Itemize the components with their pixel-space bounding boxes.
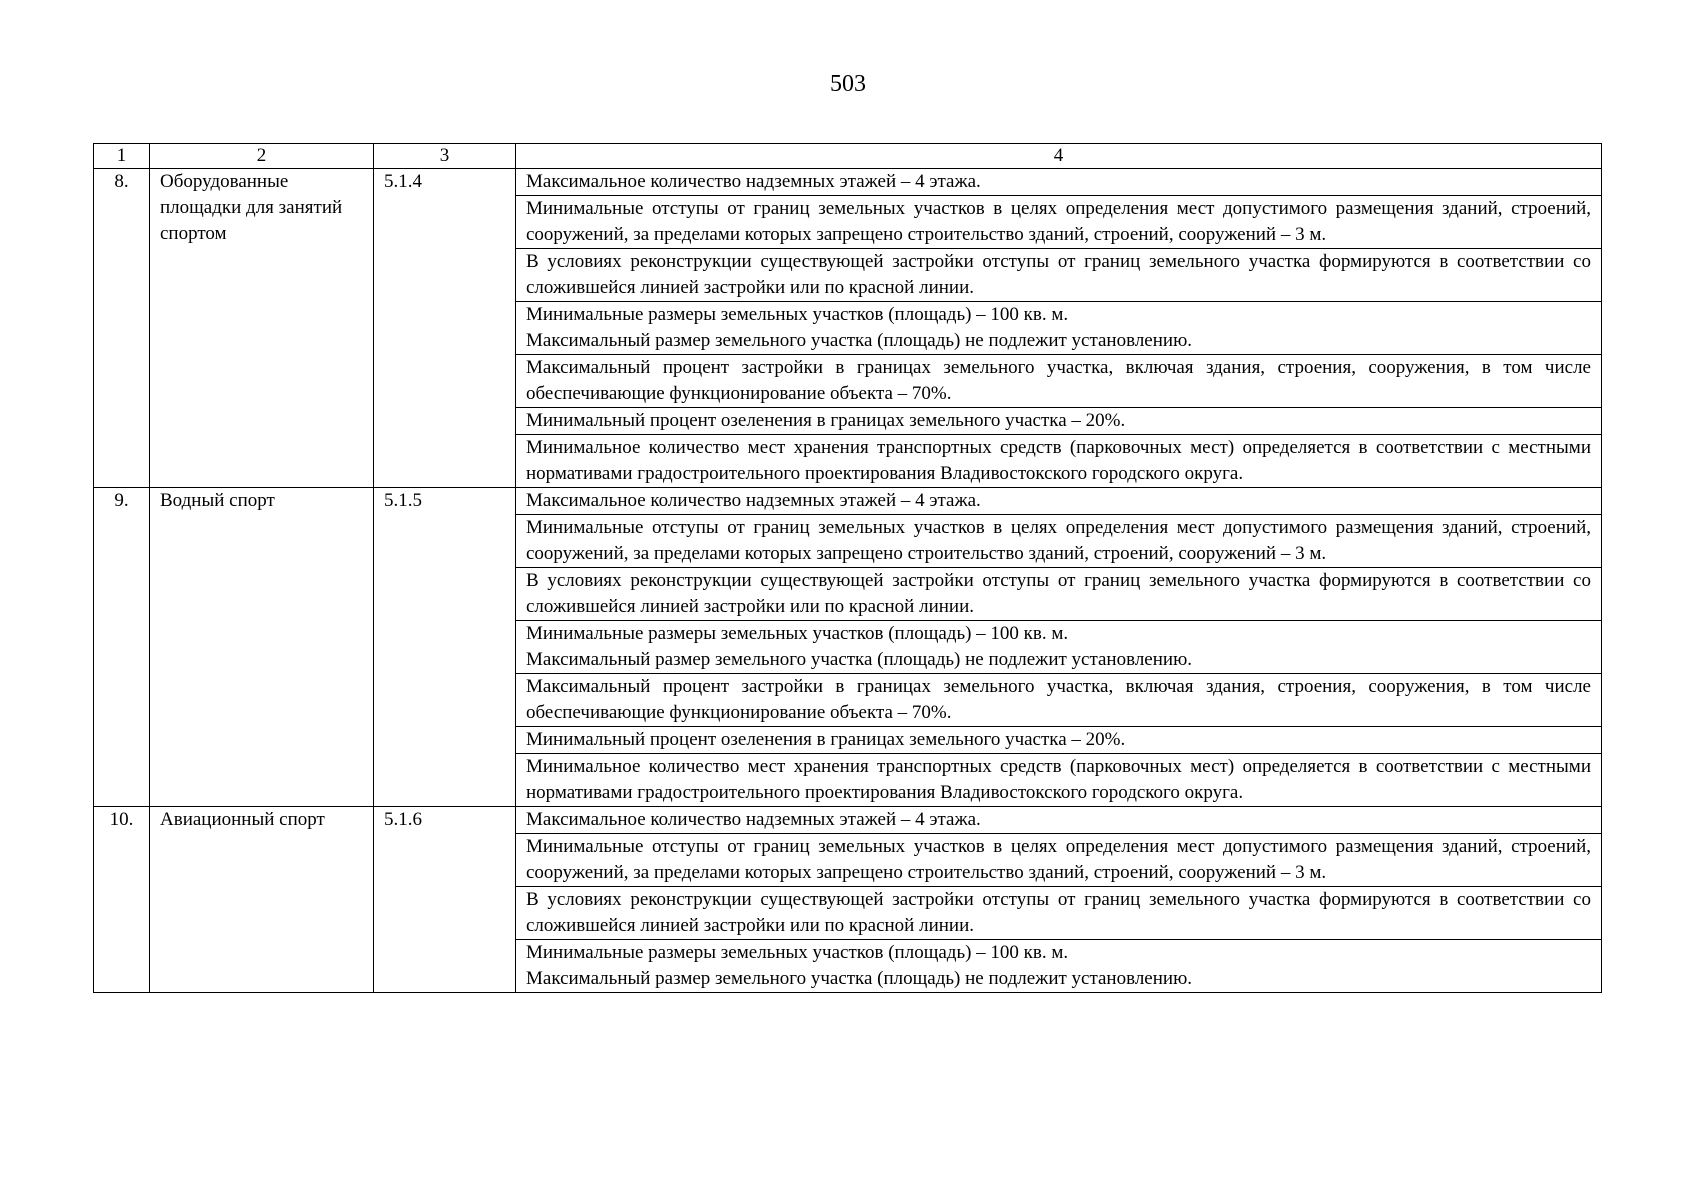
row-number-cell: 10.: [94, 807, 150, 993]
row-number-cell: 8.: [94, 169, 150, 488]
page-number: 503: [830, 71, 866, 97]
regulations-table-body: [94, 144, 1602, 993]
parameter-cell: Минимальный процент озеленения в границах земельного участка – 20%.: [516, 408, 1602, 435]
parameter-cell: Максимальный процент застройки в границах земельного участка, включая здания, строения, сооружения, в том числе обеспечивающие функционирование объекта – 70%.: [516, 355, 1602, 408]
land-use-code-cell: 5.1.6: [374, 807, 516, 993]
header-cell-col2: 2: [150, 144, 374, 169]
header-cell-col4: 4: [516, 144, 1602, 169]
land-use-name-cell: Оборудованные площадки для занятий спортом: [150, 169, 374, 488]
land-use-name-cell: Водный спорт: [150, 488, 374, 807]
header-cell-col1: 1: [94, 144, 150, 169]
parameter-cell: В условиях реконструкции существующей застройки отступы от границ земельного участка формируются в соответствии со сложившейся линией застройки или по красной линии.: [516, 568, 1602, 621]
parameter-cell: Минимальные отступы от границ земельных участков в целях определения мест допустимого размещения зданий, строений, сооружений, за пределами которых запрещено строительство зданий, строений, сооружений – 3 м.: [516, 515, 1602, 568]
parameter-cell: Минимальные отступы от границ земельных участков в целях определения мест допустимого размещения зданий, строений, сооружений, за пределами которых запрещено строительство зданий, строений, сооружений – 3 м.: [516, 196, 1602, 249]
parameter-cell: Минимальное количество мест хранения транспортных средств (парковочных мест) определяется в соответствии с местными нормативами градостроительного проектирования Владивостокского городского округа.: [516, 435, 1602, 488]
table-row: [94, 169, 1602, 196]
parameter-cell: Минимальные размеры земельных участков (площадь) – 100 кв. м. Максимальный размер земельного участка (площадь) не подлежит установлению.: [516, 940, 1602, 993]
land-use-code-cell: 5.1.4: [374, 169, 516, 488]
parameter-cell: Максимальный процент застройки в границах земельного участка, включая здания, строения, сооружения, в том числе обеспечивающие функционирование объекта – 70%.: [516, 674, 1602, 727]
parameter-cell: В условиях реконструкции существующей застройки отступы от границ земельного участка формируются в соответствии со сложившейся линией застройки или по красной линии.: [516, 249, 1602, 302]
parameter-cell: Минимальное количество мест хранения транспортных средств (парковочных мест) определяется в соответствии с местными нормативами градостроительного проектирования Владивостокского городского округа.: [516, 754, 1602, 807]
parameter-cell: В условиях реконструкции существующей застройки отступы от границ земельного участка формируются в соответствии со сложившейся линией застройки или по красной линии.: [516, 887, 1602, 940]
parameter-cell: Максимальное количество надземных этажей – 4 этажа.: [516, 169, 1602, 196]
land-use-name-cell: Авиационный спорт: [150, 807, 374, 993]
parameter-cell: Минимальные отступы от границ земельных участков в целях определения мест допустимого размещения зданий, строений, сооружений, за пределами которых запрещено строительство зданий, строений, сооружений – 3 м.: [516, 834, 1602, 887]
parameter-cell: Минимальный процент озеленения в границах земельного участка – 20%.: [516, 727, 1602, 754]
table-row: [94, 807, 1602, 834]
land-use-code-cell: 5.1.5: [374, 488, 516, 807]
header-cell-col3: 3: [374, 144, 516, 169]
parameter-cell: Минимальные размеры земельных участков (площадь) – 100 кв. м. Максимальный размер земельного участка (площадь) не подлежит установлению.: [516, 621, 1602, 674]
table-header-row: [94, 144, 1602, 169]
parameter-cell: Максимальное количество надземных этажей – 4 этажа.: [516, 488, 1602, 515]
regulations-table: [93, 143, 1602, 993]
parameter-cell: Минимальные размеры земельных участков (площадь) – 100 кв. м. Максимальный размер земельного участка (площадь) не подлежит установлению.: [516, 302, 1602, 355]
row-number-cell: 9.: [94, 488, 150, 807]
table-row: [94, 488, 1602, 515]
parameter-cell: Максимальное количество надземных этажей – 4 этажа.: [516, 807, 1602, 834]
